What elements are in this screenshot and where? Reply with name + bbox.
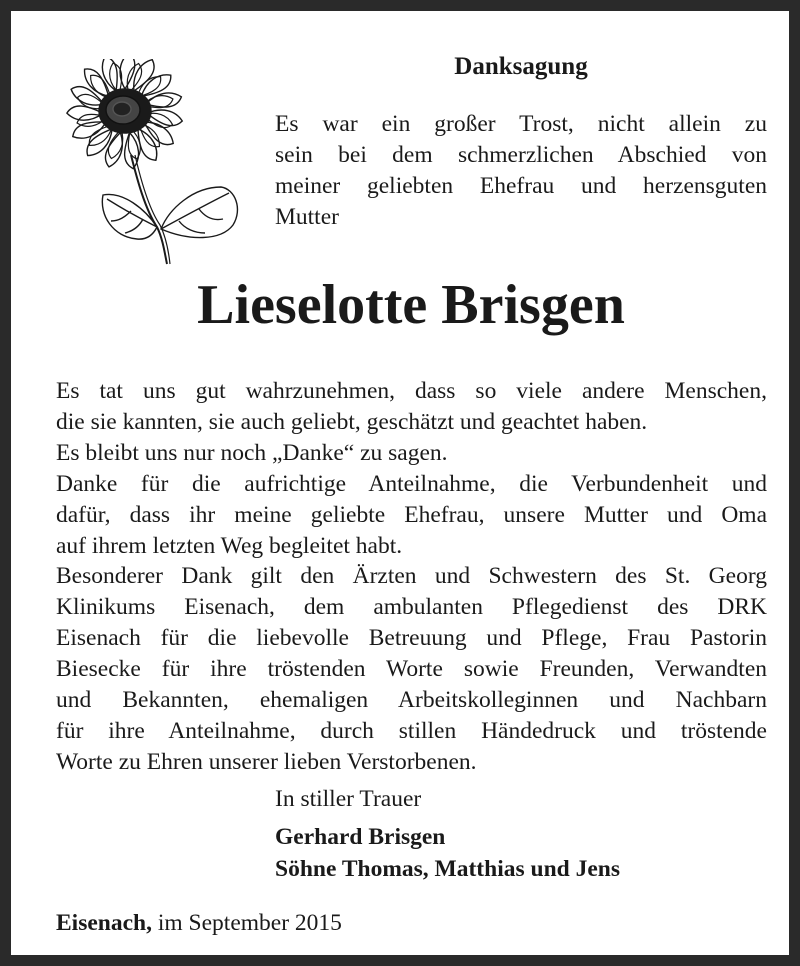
signer-name: Söhne Thomas, Matthias und Jens (275, 856, 620, 882)
body-line: Es tat uns gut wahrzunehmen, dass so viele andere Menschen, (56, 378, 767, 404)
place-date (56, 907, 342, 939)
body-line: für ihre Anteilnahme, durch stillen Händedruck und tröstende (56, 717, 767, 744)
body-line: Worte zu Ehren unserer lieben Verstorbenen. (56, 748, 477, 775)
sunflower-icon (53, 59, 253, 269)
notice-heading: Danksagung (454, 53, 588, 80)
body-line: Klinikums Eisenach, dem ambulanten Pflegedienst des DRK (56, 594, 767, 621)
intro-line: Mutter (275, 204, 339, 230)
body-line: Besonderer Dank gilt den Ärzten und Schwestern des St. Georg (56, 563, 767, 590)
thanks-body (56, 376, 767, 778)
intro-line: meiner geliebten Ehefrau und herzensguten (275, 173, 767, 199)
body-line: die sie kannten, sie auch geliebt, geschätzt und geachtet haben. (56, 408, 648, 435)
body-line: auf ihrem letzten Weg begleitet habt. (56, 532, 403, 559)
body-line: dafür, dass ihr meine geliebte Ehefrau, unsere Mutter und Oma (56, 501, 767, 528)
place-name: Eisenach, (56, 910, 152, 936)
deceased-name: Lieselotte Brisgen (197, 274, 625, 336)
mourning-phrase: In stiller Trauer (275, 786, 422, 812)
body-line: Danke für die aufrichtige Anteilnahme, die Verbundenheit und (56, 470, 767, 497)
body-line: Es bleibt uns nur noch „Danke“ zu sagen. (56, 439, 448, 466)
body-line: und Bekannten, ehemaligen Arbeitskolleginnen und Nachbarn (56, 687, 767, 714)
date-text: im September 2015 (157, 910, 342, 936)
body-line: Eisenach für die liebevolle Betreuung und Pflege, Frau Pastorin (56, 625, 767, 652)
intro-line: sein bei dem schmerzlichen Abschied von (275, 142, 767, 168)
intro-line: Es war ein großer Trost, nicht allein zu (275, 111, 767, 137)
intro-text (275, 109, 767, 233)
body-line: Biesecke für ihre tröstenden Worte sowie Freunden, Verwandten (56, 656, 767, 683)
signer-name: Gerhard Brisgen (275, 824, 446, 850)
